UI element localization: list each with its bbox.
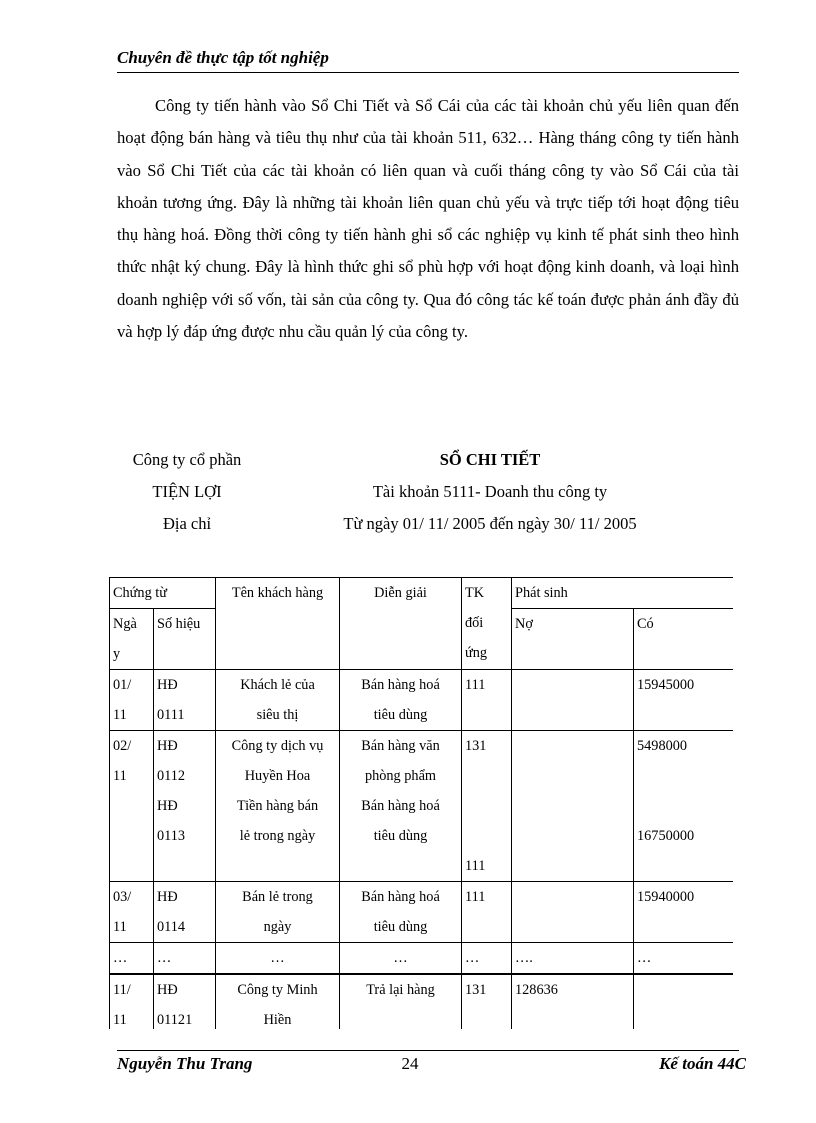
cell-line: tiêu dùng <box>373 828 428 844</box>
cell-line <box>219 851 336 881</box>
cell-line <box>637 761 730 791</box>
cell-date <box>110 974 154 1029</box>
footer-divider <box>117 1050 739 1051</box>
cell-line <box>465 821 508 851</box>
cell-debit <box>512 943 634 975</box>
header-contra-account <box>462 578 512 670</box>
cell-line: 0113 <box>157 828 186 844</box>
cell-line: Bán lẻ trong <box>242 889 313 905</box>
cell-line: HĐ <box>157 677 178 693</box>
cell-description <box>340 731 462 882</box>
cell-line: … <box>393 950 408 966</box>
header-contra-line3: ứng <box>465 645 488 661</box>
cell-debit <box>512 882 634 943</box>
cell-line: 01/ <box>113 677 132 693</box>
cell-line <box>113 791 150 821</box>
cell-line: 11 <box>113 919 127 935</box>
cell-line <box>515 700 630 730</box>
cell-line: 11 <box>113 768 127 784</box>
cell-date <box>110 882 154 943</box>
cell-credit <box>634 731 734 882</box>
cell-line <box>465 700 508 730</box>
cell-line: 0114 <box>157 919 186 935</box>
header-voucher: Chứng từ <box>110 578 216 609</box>
cell-line <box>637 791 730 821</box>
ledger-title: SỔ CHI TIẾT <box>439 450 541 469</box>
cell-date <box>110 943 154 975</box>
table-row <box>110 670 734 731</box>
cell-line: Trả lại hàng <box>366 982 435 998</box>
company-name-line2: TIỆN LỢI <box>152 482 222 501</box>
cell-line: 15945000 <box>637 677 695 693</box>
cell-account <box>462 731 512 882</box>
cell-number <box>154 882 216 943</box>
cell-line: Bán hàng hoá <box>361 798 440 814</box>
cell-line: siêu thị <box>256 707 299 723</box>
cell-customer <box>216 943 340 975</box>
header-number: Số hiệu <box>154 609 216 670</box>
cell-line: Công ty dịch vụ <box>231 738 324 754</box>
header-contra-line2: đối <box>465 615 484 631</box>
cell-line <box>637 975 730 1005</box>
cell-line <box>113 851 150 881</box>
cell-line <box>157 851 212 881</box>
cell-line: 111 <box>465 677 486 693</box>
cell-line: HĐ <box>157 798 178 814</box>
cell-line: ngày <box>263 919 292 935</box>
cell-line: 131 <box>465 982 487 998</box>
page-header-title: Chuyên đề thực tập tốt nghiệp <box>117 48 329 67</box>
cell-line: 111 <box>465 889 486 905</box>
cell-line: Bán hàng hoá <box>361 889 440 905</box>
ledger-table <box>109 577 733 1029</box>
cell-debit <box>512 974 634 1029</box>
table-row <box>110 974 734 1029</box>
body-section <box>117 90 739 348</box>
cell-credit <box>634 670 734 731</box>
header-date-line2: y <box>113 646 121 662</box>
cell-line: … <box>270 950 285 966</box>
cell-line <box>515 912 630 942</box>
cell-line: 0111 <box>157 707 185 723</box>
cell-line <box>113 821 150 851</box>
cell-description <box>340 882 462 943</box>
cell-line: phòng phẩm <box>364 768 437 784</box>
cell-debit <box>512 670 634 731</box>
cell-line: HĐ <box>157 889 178 905</box>
cell-line: … <box>465 950 480 966</box>
cell-account <box>462 974 512 1029</box>
cell-line <box>637 912 730 942</box>
table-row <box>110 943 734 975</box>
body-paragraph: Công ty tiến hành vào Sổ Chi Tiết và Sổ Cái của các tài khoản chủ yếu liên quan đến hoạt động bán hàng và tiêu thụ như của tài khoản 511, 632… Hàng tháng công ty tiến hành vào Sổ Chi Tiết của các tài khoản có liên quan và cuối tháng công ty vào Sổ Cái của tài khoản tương ứng. Đây là những tài khoản liên quan chủ yếu và trực tiếp tới hoạt động tiêu thụ hàng hoá. Đồng thời công ty tiến hành ghi sổ các nghiệp vụ kinh tế phát sinh theo hình thức nhật ký chung. Đây là hình thức ghi sổ phù hợp với hoạt động kinh doanh, và loại hình doanh nghiệp với số vốn, tài sản của công ty. Qua đó công tác kế toán được phản ánh đầy đủ và hợp lý đáp ứng được nhu cầu quản lý của công ty. <box>117 96 739 342</box>
cell-customer <box>216 731 340 882</box>
cell-line: tiêu dùng <box>373 707 428 723</box>
table-row <box>110 731 734 882</box>
ledger-period: Từ ngày 01/ 11/ 2005 đến ngày 30/ 11/ 2005 <box>343 514 637 533</box>
cell-line <box>465 761 508 791</box>
cell-credit <box>634 882 734 943</box>
ledger-account: Tài khoản 5111- Doanh thu công ty <box>372 482 608 501</box>
header-date-line1: Ngà <box>113 616 137 632</box>
cell-credit <box>634 943 734 975</box>
cell-line <box>515 731 630 761</box>
cell-line <box>515 670 630 700</box>
page-number: 24 <box>401 1054 419 1073</box>
cell-line <box>465 791 508 821</box>
cell-line <box>465 912 508 942</box>
cell-line <box>637 851 730 881</box>
cell-number <box>154 731 216 882</box>
cell-date <box>110 731 154 882</box>
cell-line: HĐ <box>157 982 178 998</box>
cell-line <box>637 1005 730 1029</box>
cell-line: 131 <box>465 738 487 754</box>
cell-line: 03/ <box>113 889 132 905</box>
footer-class: Kế toán 44C <box>659 1054 746 1073</box>
cell-line: 11 <box>113 707 127 723</box>
header-debit: Nợ <box>512 609 634 670</box>
cell-line <box>343 851 458 881</box>
cell-account <box>462 670 512 731</box>
cell-line: Bán hàng văn <box>361 738 440 754</box>
header-credit: Có <box>634 609 734 670</box>
cell-line: … <box>113 950 128 966</box>
cell-customer <box>216 882 340 943</box>
cell-line: 111 <box>465 858 486 874</box>
cell-line <box>515 761 630 791</box>
cell-number <box>154 943 216 975</box>
cell-line: Huyền Hoa <box>244 768 311 784</box>
table-header-row <box>110 578 734 609</box>
cell-line: … <box>157 950 172 966</box>
cell-line <box>515 791 630 821</box>
footer-author: Nguyễn Thu Trang <box>117 1054 253 1073</box>
cell-line <box>515 851 630 881</box>
cell-credit <box>634 974 734 1029</box>
cell-line <box>465 1005 508 1029</box>
cell-line: lẻ trong ngày <box>239 828 316 844</box>
cell-line: 01121 <box>157 1012 193 1028</box>
header-customer: Tên khách hàng <box>216 578 340 670</box>
cell-line: tiêu dùng <box>373 919 428 935</box>
cell-line: … <box>637 950 652 966</box>
cell-line: 128636 <box>515 982 558 998</box>
cell-date <box>110 670 154 731</box>
company-name-line1: Công ty cổ phần <box>132 450 242 469</box>
cell-line: Công ty Minh <box>237 982 318 998</box>
cell-line: 02/ <box>113 738 132 754</box>
cell-number <box>154 670 216 731</box>
cell-customer <box>216 670 340 731</box>
cell-customer <box>216 974 340 1029</box>
cell-line: …. <box>515 950 533 966</box>
header-amount: Phát sinh <box>512 578 734 609</box>
cell-description <box>340 670 462 731</box>
cell-line: Bán hàng hoá <box>361 677 440 693</box>
cell-line: 5498000 <box>637 738 688 754</box>
cell-line: 11 <box>113 1012 127 1028</box>
cell-account <box>462 882 512 943</box>
cell-line <box>637 700 730 730</box>
cell-description <box>340 974 462 1029</box>
header-divider <box>117 72 739 73</box>
cell-line: 11/ <box>113 982 131 998</box>
cell-line: Tiền hàng bán <box>236 798 319 814</box>
header-contra-line1: TK <box>465 585 485 601</box>
cell-line <box>515 1005 630 1029</box>
cell-debit <box>512 731 634 882</box>
cell-line: Hiền <box>263 1012 292 1028</box>
company-address-label: Địa chỉ <box>162 514 212 533</box>
cell-line <box>515 821 630 851</box>
cell-line <box>343 1005 458 1029</box>
cell-number <box>154 974 216 1029</box>
cell-line: 0112 <box>157 768 186 784</box>
cell-description <box>340 943 462 975</box>
table-row <box>110 882 734 943</box>
cell-line: 16750000 <box>637 828 695 844</box>
header-date <box>110 609 154 670</box>
cell-line: Khách lẻ của <box>240 677 315 693</box>
cell-line <box>515 882 630 912</box>
cell-line: HĐ <box>157 738 178 754</box>
cell-line: 15940000 <box>637 889 695 905</box>
header-description: Diễn giải <box>340 578 462 670</box>
ledger-table-wrapper <box>109 577 733 1029</box>
cell-account <box>462 943 512 975</box>
